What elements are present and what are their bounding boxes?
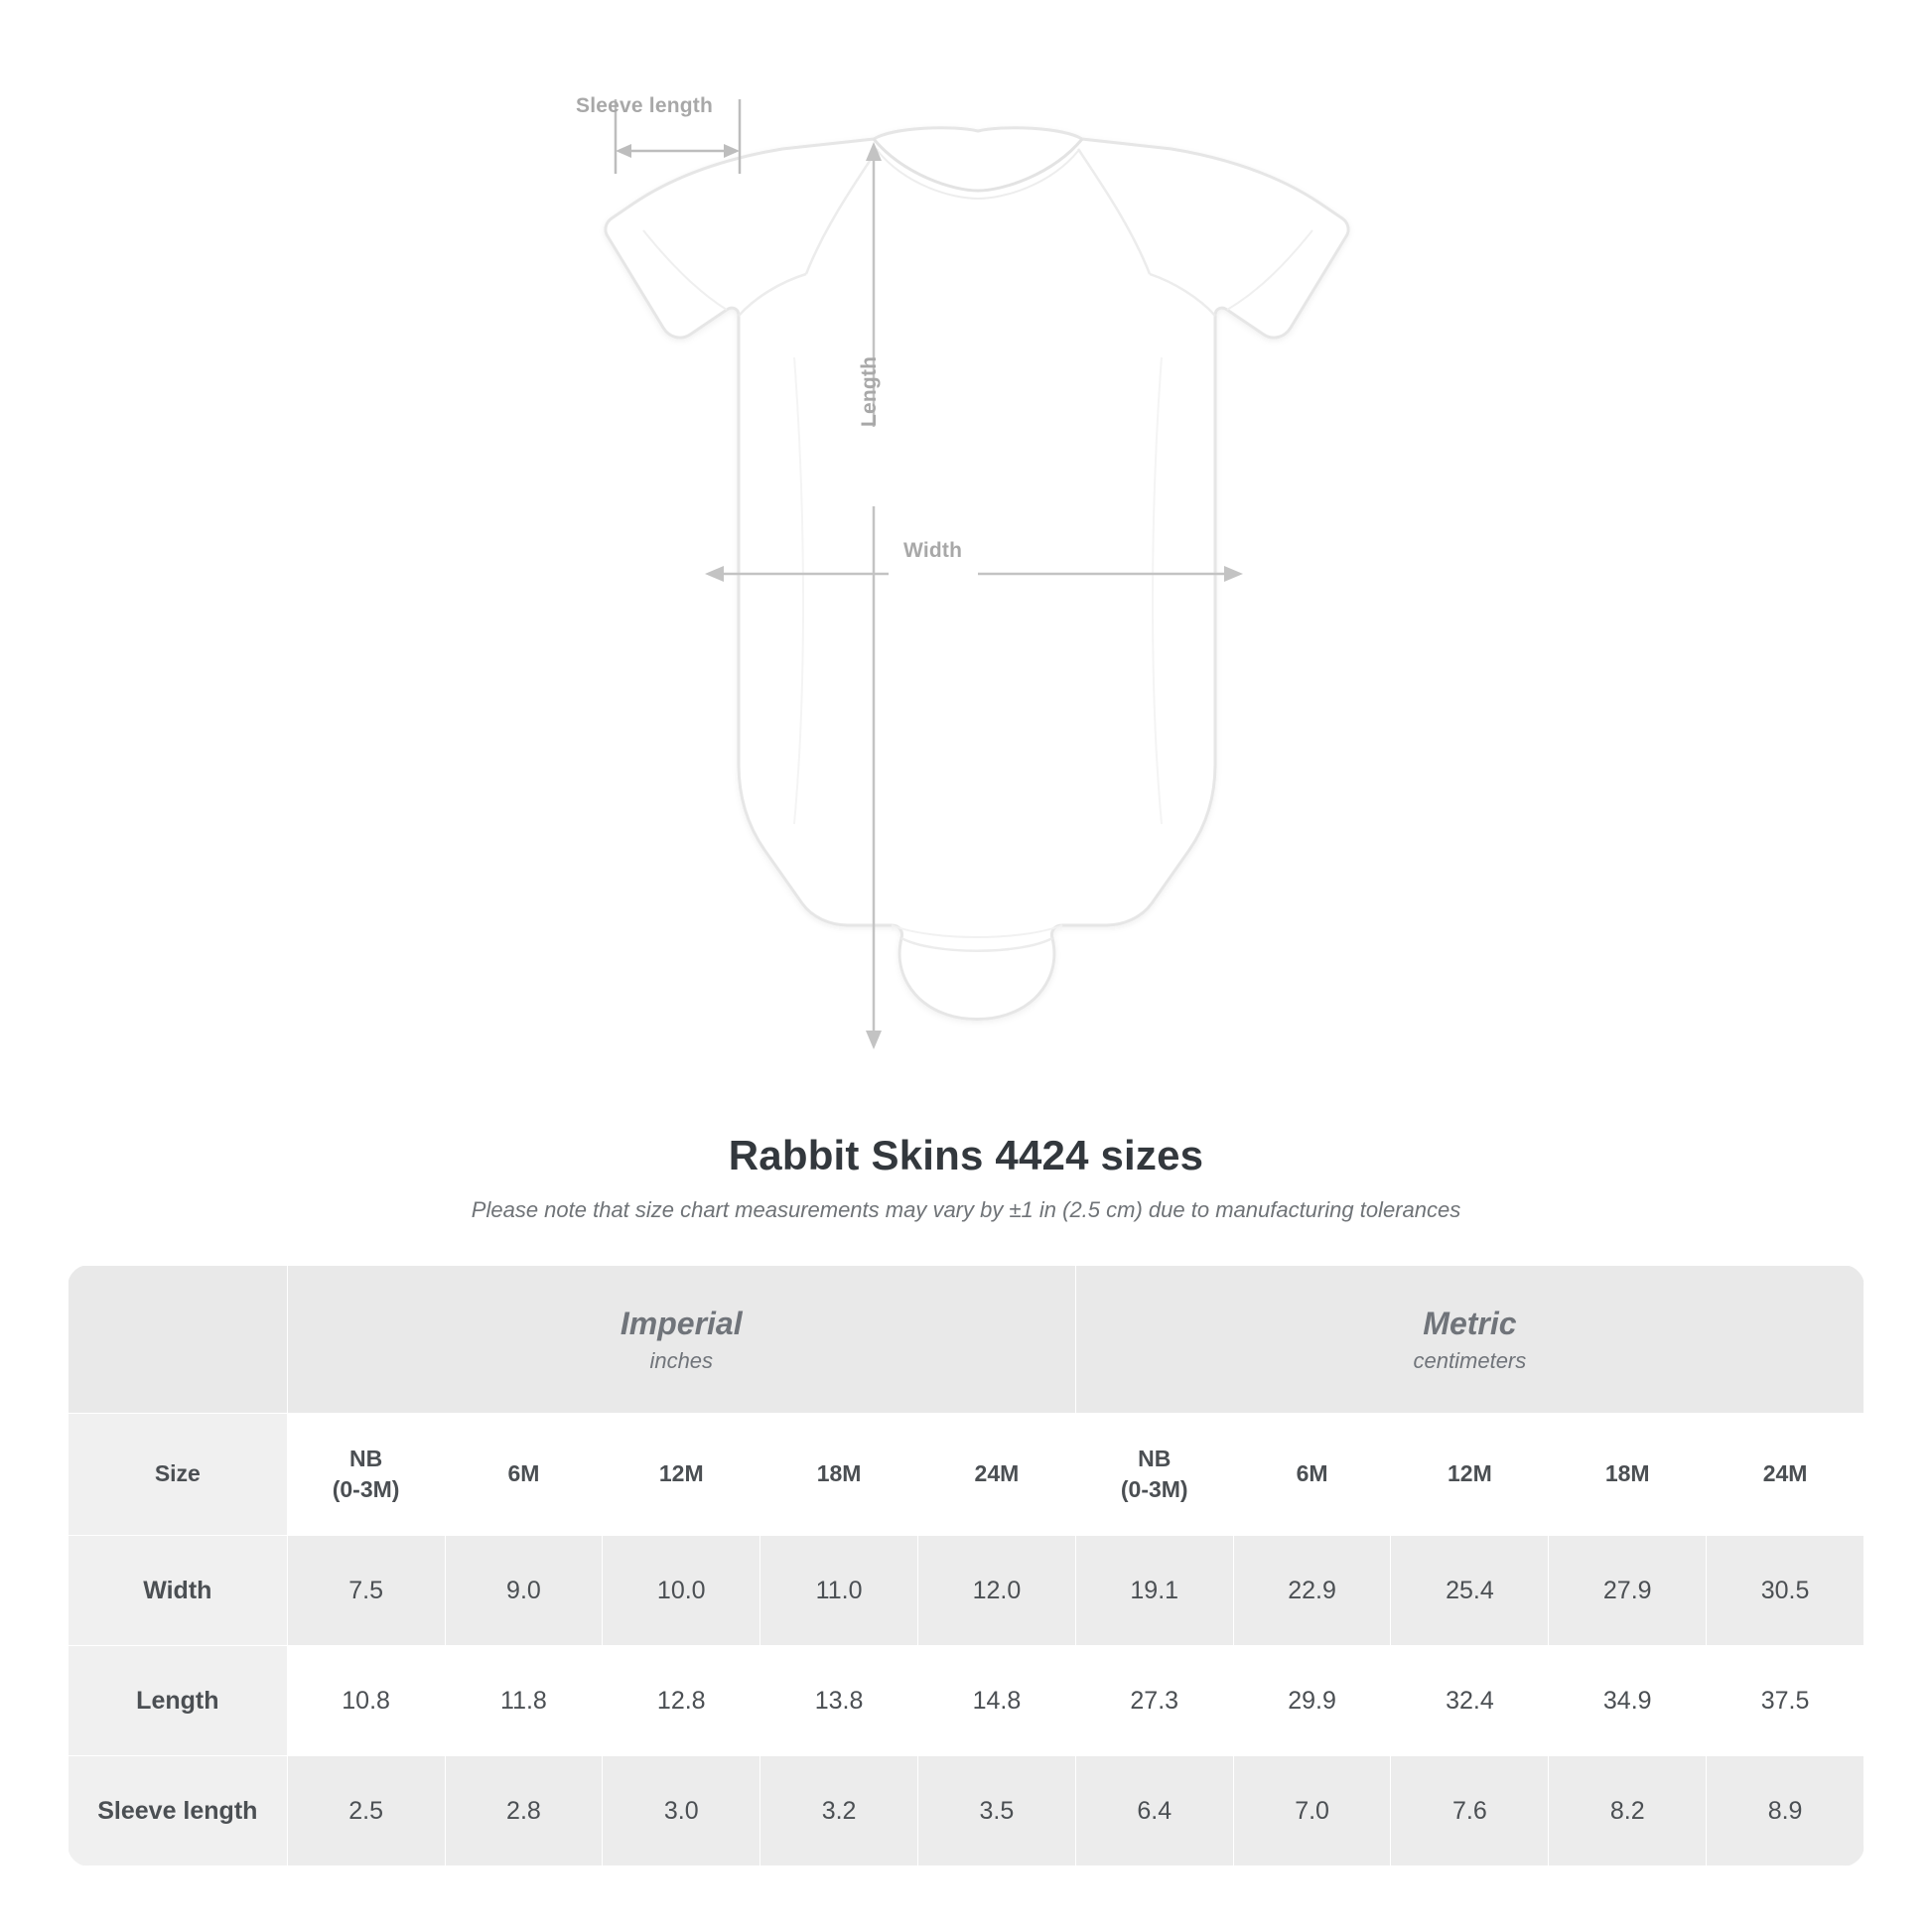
cell-length-12m-in: 12.8	[603, 1646, 760, 1756]
unit-imperial-name: Imperial	[620, 1305, 743, 1341]
cell-length-24m-cm: 37.5	[1707, 1646, 1864, 1756]
col-sublabel: (0-3M)	[1120, 1476, 1188, 1502]
cell-width-24m-in: 12.0	[918, 1536, 1076, 1646]
row-header-length: Length	[69, 1646, 288, 1756]
table-row	[69, 1756, 1864, 1866]
cell-sleeve-nb-in: 2.5	[287, 1756, 445, 1866]
cell-sleeve-nb-cm: 6.4	[1075, 1756, 1233, 1866]
cell-sleeve-6m-in: 2.8	[445, 1756, 603, 1866]
page-title: Rabbit Skins 4424 sizes	[728, 1132, 1204, 1178]
cell-sleeve-18m-cm: 8.2	[1549, 1756, 1707, 1866]
table-row	[69, 1646, 1864, 1756]
column-header-row	[69, 1414, 1864, 1536]
column-header-24m-imperial: 24M	[918, 1414, 1076, 1536]
column-header-24m-metric: 24M	[1707, 1414, 1864, 1536]
cell-width-nb-in: 7.5	[287, 1536, 445, 1646]
length-dimension-label: Length	[858, 355, 881, 427]
cell-width-24m-cm: 30.5	[1707, 1536, 1864, 1646]
cell-sleeve-18m-in: 3.2	[760, 1756, 918, 1866]
cell-width-12m-cm: 25.4	[1391, 1536, 1549, 1646]
cell-length-18m-cm: 34.9	[1549, 1646, 1707, 1756]
cell-length-18m-in: 13.8	[760, 1646, 918, 1756]
title-block	[0, 1132, 1932, 1223]
unit-header-row	[69, 1266, 1864, 1414]
column-header-nb-imperial	[287, 1414, 445, 1536]
col-label: NB	[1138, 1445, 1172, 1471]
cell-sleeve-24m-cm: 8.9	[1707, 1756, 1864, 1866]
column-header-nb-metric	[1075, 1414, 1233, 1536]
sleeve-length-dimension-label: Sleeve length	[576, 94, 713, 117]
width-dimension-label: Width	[903, 539, 963, 562]
column-header-size: Size	[69, 1414, 288, 1536]
unit-header-metric	[1075, 1266, 1863, 1414]
cell-length-6m-cm: 29.9	[1233, 1646, 1391, 1756]
column-header-18m-imperial: 18M	[760, 1414, 918, 1536]
cell-width-12m-in: 10.0	[603, 1536, 760, 1646]
col-sublabel: (0-3M)	[332, 1476, 400, 1502]
cell-length-12m-cm: 32.4	[1391, 1646, 1549, 1756]
cell-width-nb-cm: 19.1	[1075, 1536, 1233, 1646]
unit-imperial-sub: inches	[649, 1348, 714, 1374]
size-table	[68, 1265, 1864, 1866]
column-header-12m-imperial: 12M	[603, 1414, 760, 1536]
cell-length-24m-in: 14.8	[918, 1646, 1076, 1756]
row-header-sleeve-length: Sleeve length	[69, 1756, 288, 1866]
cell-width-6m-in: 9.0	[445, 1536, 603, 1646]
cell-width-6m-cm: 22.9	[1233, 1536, 1391, 1646]
column-header-18m-metric: 18M	[1549, 1414, 1707, 1536]
cell-sleeve-12m-cm: 7.6	[1391, 1756, 1549, 1866]
cell-sleeve-24m-in: 3.5	[918, 1756, 1076, 1866]
col-label: NB	[348, 1445, 383, 1471]
cell-sleeve-12m-in: 3.0	[603, 1756, 760, 1866]
unit-metric-name: Metric	[1423, 1305, 1517, 1341]
unit-header-spacer	[69, 1266, 288, 1414]
unit-metric-sub: centimeters	[1413, 1348, 1527, 1374]
table-row	[69, 1536, 1864, 1646]
cell-length-6m-in: 11.8	[445, 1646, 603, 1756]
size-table-wrapper	[68, 1265, 1864, 1866]
row-header-width: Width	[69, 1536, 288, 1646]
tolerance-note: Please note that size chart measurements may vary by ±1 in (2.5 cm) due to manufacturing tolerances	[471, 1197, 1461, 1222]
cell-width-18m-cm: 27.9	[1549, 1536, 1707, 1646]
cell-width-18m-in: 11.0	[760, 1536, 918, 1646]
column-header-6m-metric: 6M	[1233, 1414, 1391, 1536]
column-header-12m-metric: 12M	[1391, 1414, 1549, 1536]
cell-length-nb-cm: 27.3	[1075, 1646, 1233, 1756]
cell-length-nb-in: 10.8	[287, 1646, 445, 1756]
cell-sleeve-6m-cm: 7.0	[1233, 1756, 1391, 1866]
unit-header-imperial	[287, 1266, 1075, 1414]
column-header-6m-imperial: 6M	[445, 1414, 603, 1536]
